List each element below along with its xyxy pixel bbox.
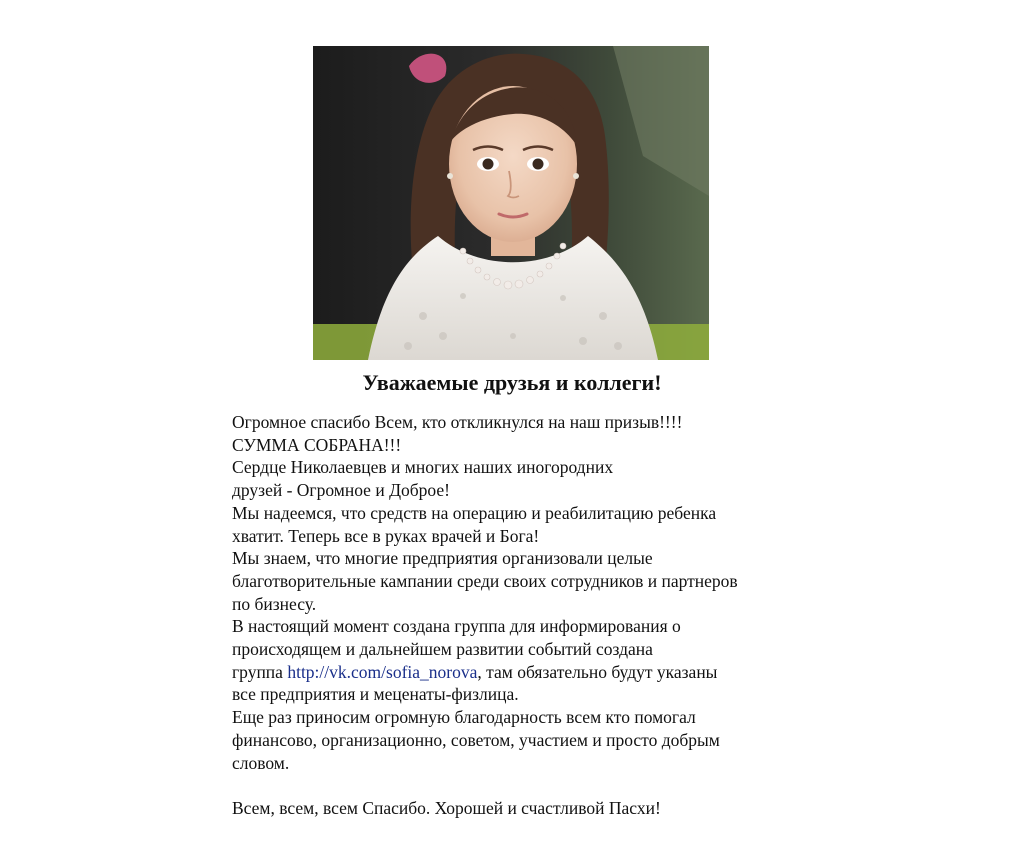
body-line: словом.	[232, 752, 290, 773]
body-line: Мы знаем, что многие предприятия организовали целые	[232, 548, 653, 569]
paragraph-gap	[232, 774, 832, 797]
body-line: по бизнесу.	[232, 593, 317, 614]
body-line: происходящем и дальнейшем развитии событий создана	[232, 639, 653, 660]
right-iris	[533, 159, 544, 170]
body-line-with-link	[232, 661, 832, 684]
body-line: Огромное спасибо Всем, кто откликнулся на наш призыв!!!!	[232, 412, 683, 432]
body-line: хватит. Теперь все в руках врачей и Бога!	[232, 525, 540, 546]
page-title: Уважаемые друзья и коллеги!	[362, 370, 662, 395]
letter-body	[232, 411, 832, 820]
body-line: В настоящий момент создана группа для информирования о	[232, 616, 681, 637]
body-line: СУММА СОБРАНА!!!	[232, 434, 402, 455]
body-line: друзей - Огромное и Доброе!	[232, 480, 450, 501]
left-earring	[447, 173, 453, 179]
left-iris	[483, 159, 494, 170]
body-line: Мы надеемся, что средств на операцию и реабилитацию ребенка	[232, 502, 717, 523]
body-line: благотворительные кампании среди своих сотрудников и партнеров	[232, 570, 738, 591]
body-line: все предприятия и меценаты-физлица.	[232, 684, 519, 705]
right-earring	[573, 173, 579, 179]
body-line: Еще раз приносим огромную благодарность всем кто помогал	[232, 707, 696, 728]
body-line: Сердце Николаевцев и многих наших иногородних	[232, 457, 614, 478]
vk-group-link[interactable]: http://vk.com/sofia_norova	[287, 661, 478, 682]
link-suffix-text: , там обязательно будут указаны	[477, 661, 718, 682]
body-line: финансово, организационно, советом, участием и просто добрым	[232, 729, 720, 750]
girl-portrait-photo	[313, 46, 709, 360]
portrait-illustration	[313, 46, 709, 360]
closing-line: Всем, всем, всем Спасибо. Хорошей и счастливой Пасхи!	[232, 797, 661, 818]
link-prefix-text: группа	[232, 661, 288, 682]
